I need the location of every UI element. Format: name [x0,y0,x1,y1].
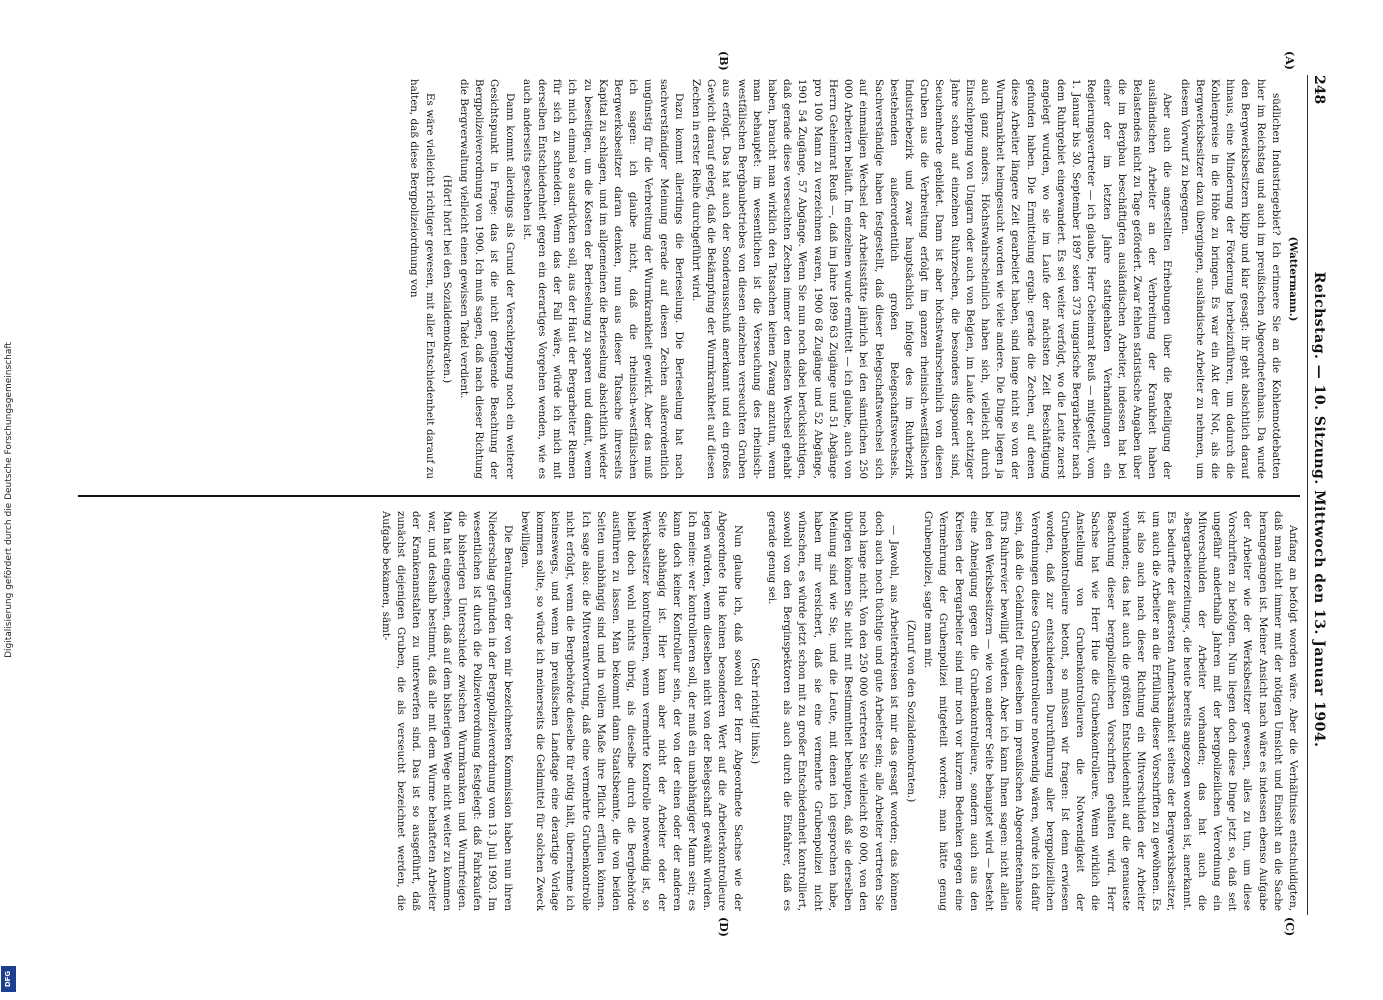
margin-marker-b: (B) [717,51,730,71]
paragraph: — Jawohl, aus Arbeiterkreisen ist mir das gesagt worden; das können doch auch noch tüchtige und gute Arbeiter sein; alle Arbeiter vertreten Sie noch lange nicht. Von den 250 000 vertreten Sie vielleicht 60 000, von den übrigen können Sie nicht mit Bestimmtheit behaupten, daß sie derselben Meinung sind wie Sie, und die Leute, mit denen ich gesprochen habe, haben mir versichert, daß sie eine vermehrte Grubenpolizei nicht wünschen, es würde jetzt schon mit zu großer Entschiedenheit kontrolliert, sowohl von den Berginspektoren als auch durch die Einfahrer, daß es gerade genug sei. [766,511,900,911]
margin-marker-c: (C) [1283,917,1296,937]
dfg-logo-text: DFG [4,970,13,988]
page-number: 248 [1311,75,1327,105]
paragraph: Die Beratungen der von mir bezeichneten Kommission haben nun ihren Niederschlag gefunden in der Bergpolizeiverordnung vom 13. Juli 1903. Im wesentlichen ist durch die Polizeiverordnung festgelegt: daß Fahrkaufen die bisherigen Unterschiede zwischen Wurmkranken und Wurmfreigen. Man hat eingesehen, daß auf dem bisherigen Wege nicht weiter zu kommen war, und deshalb bestimmt, daß alle mit dem Wurme behafteten Arbeiter der Krankenanstalten zu unterwerfen sind. Das ist so ausgeführt, daß zunächst diejenigen Gruben, die als verseucht bezeichnet werden, die Aufgabe bekamen, sämt- [380,511,514,911]
paragraph: südlichen Industriegebiet? Ich erinnere Sie an die Kohlennotdebatten hier im Reichstag und auch im preußischen Abgeordnetenhaus. Da wurde den Bergwerksbesitzern klipp und klar gesagt: ihr geht absichtlich darauf hinaus, eine Minderung der Förderung herbeizuführen, um dadurch die Kohlenpreise in die Höhe zu bringen. Es war ein Akt der Not, als die Bergwerksbesitzer dazu übergingen, ausländische Arbeiter zu nehmen, um diesem Vorwurf zu begegnen. [1178,79,1282,479]
interjection: (Hört! hört! bei den Sozialdemokraten.) [440,174,453,384]
dfg-logo [1,966,16,992]
margin-marker-a: (A) [1283,51,1296,70]
interjection: (Sehr richtig! links.) [748,657,761,765]
paragraph: Aber auch die angestellten Erhebungen über die Beteiligung der ausländischen Arbeiter an der Verbreitung der Krankheit haben Belastendes nicht zu Tage gefördert. Zwar fehlen statistische Angaben über die im Bergbau beschäftigten ausländischen Arbeiter, indessen hat bei einer der im letzten Jahre stattgehabten Verhandlungen ein Regierungsvertreter — ich glaube, Herr Geheimrat Reuß — mitgeteilt, vom 1. Januar bis 30. September 1897 seien 373 ungarische Bergarbeiter nach dem Ruhrgebiet eingewandert. Es sei weiter verfolgt, wo die Leute zuerst angelegt wurden, wo sie im Laufe der nächsten Zeit Beschäftigung gefunden haben. Die Ermittelung ergab: gerade die Zechen, auf denen diese Arbeiter längere Zeit gearbeitet haben, sind lange nicht so von der Wurmkrankheit heimgesucht worden wie viele andere. Die Dinge liegen ja auch ganz anders. Höchstwahrscheinlich haben sich, vielleicht durch Einschleppung von Ungarn oder auch von Belgien, im Laufe der achtziger Jahre schon auf einzelnen Ruhrzechen, die besonders disponiert sind, Seuchenherde gebildet. Dann ist aber höchstwahrscheinlich von diesen Gruben aus die Verbreitung erfolgt im ganzen rheinisch-westfälischen Industriebezirk und zwar hauptsächlich infolge des im Ruhrbezirk bestehenden außerordentlich großen Belegschaftswechsels. Sachverständige haben festgestellt, daß dieser Belegschaftswechsel sich auf einmaligen Wechsel der Arbeitsstätte jährlich bei den sämtlichen 250 000 Arbeitern beläuft. Im einzelnen wurde ermittelt — ich glaube, auch von Herrn Geheimrat Reuß —, daß im Jahre 1899 63 Zugänge und 51 Abgänge pro 100 Mann zu verzeichnen waren, 1900 68 Zugänge und 52 Abgänge, 1901 54 Zugänge, 57 Abgänge. Wenn Sie nun noch dabei berücksichtigen, daß gerade diese verseuchten Zechen immer den meisten Wechsel gehabt haben, braucht man wirklich den Tatsachen keinen Zwang anzutun, wenn man behauptet: im wesentlichen ist die Verseuchung des rheinisch-westfälischen Bergbaubetriebes von diesen einzelnen verseuchten Gruben aus erfolgt. Das hat auch der Sonderausschuß anerkannt und ein großes Gewicht darauf gelegt, daß die Bekämpfung der Wurmkrankheit auf diesen Zechen in erster Reihe durchgeführt wird. [690,79,1174,479]
paragraph: Anfang an befolgt worden wäre. Aber die Verhältnisse entschuldigten, daß man nicht immer mit der nötigen Umsicht und Einsicht an die Sache herangegangen ist. Meiner Ansicht nach wäre es indessen ebenso Aufgabe der Arbeiter wie der Werksbesitzer gewesen, alles zu tun, um diese Vorschriften zu befolgen. Nun liegen doch diese Dinge jetzt so, daß seit ungefähr anderthalb Jahren mit der bergpolizeilichen Verordnung ein Mitverschulden der Arbeiter vorhanden; das hat auch die »Bergarbeiterzeitung«, die heute bereits angezogen worden ist, anerkannt. Es bedurfte der äußersten Aufmerksamkeit seitens der Bergwerksbesitzer, um auch die Arbeiter an die Erfüllung dieser Vorschriften zu gewöhnen. Es ist also auch nach dieser Richtung ein Mitverschulden der Arbeiter vorhanden; das hat auch die größten Entschiedenheit auf die genaueste Beachtung dieser bergpolizeilichen Vorschriften gehalten wird. Herr Sachse hat wie Herr Hue die Grubenkontrolleure. Wenn wirklich die Anstellung von Grubenkontrolleuren die Notwendigkeit der Grubenkontrolleure betont, so müssen wir fragen: Ist denn erwiesen worden, daß zur entschiedenen Durchführung aller bergpolizeilichen Verordnungen diese Grubenkontrolleure notwendig wären, würde ich dafür sein, daß die Geldmittel für dieselben im preußischen Abgeordnetenhause fürs Ruhrrevier bewilligt würden. Aber ich kann Ihnen sagen: nicht allein bei den Werksbesitzern — wie von anderer Seite behauptet wird — besteht eine Abneigung gegen die Grubenkontrolleure, sondern auch aus den Kreisen der Bergarbeiter sind mir noch vor kurzem Bedenken gegen eine Vermehrung der Grubenpolizei mitgeteilt worden; man hätte genug Grubenpolizei, sagte man mir. [922,511,1299,911]
page-header [1307,75,1330,915]
right-column [78,511,1300,911]
column-divider [78,495,1300,497]
paragraph: Nun glaube ich, daß sowohl der Herr Abgeordnete Sachse wie der Abgeordnete Hue keinen besonderen Wert auf die Arbeiterkontrolleure legen würden, wenn dieselben nicht von der Belegschaft gewählt würden. Ich meine: wer kontrollieren soll, der muß ein unabhängiger Mann sein; es kann doch keiner Kontrolleur sein, der von der einen oder der anderen Seite abhängig ist. Hier kann aber nicht der Arbeiter oder der Werksbesitzer kontrollieren, wenn vermehrte Kontrolle notwendig ist, so bleibt doch wohl nichts übrig, als dieselbe durch die Bergbehörde ausführen zu lassen. Man bekommt dann Staatsbeamte, die von beiden Seiten unabhängig sind und in vollem Maße ihre Pflicht erfüllen können. Ich sage also: die Mitverantwortung, daß eine vermehrte Grubenkontrolle nicht erfolgt, wenn die Bergbehörde dieselbe für nötig hält, übernehme ich keineswegs, und wenn im preußischen Landtage eine derartige Vorlage kommen sollte, so würde ich meinerseits die Geldmittel für solchen Zweck bewilligen. [518,511,744,911]
margin-marker-d: (D) [717,917,730,937]
page-title: Reichstag. — 10. Sitzung. Mittwoch den 13. Januar 1904. [1311,271,1327,748]
interjection: (Zuruf von den Sozialdemokraten.) [904,619,917,803]
digitization-credit [0,0,18,1000]
paragraph: Dazu kommt allerdings die Berieselung. Die Berieselung hat nach sachverständiger Meinung gerade auf diesen Zechen außerordentlich ungünstig für die Verbreitung der Wurmkrankheit gewirkt. Aber das muß ich sagen: ich glaube nicht, daß die rheinisch-westfälischen Bergwerksbesitzer daran denken, nun aus dieser Tatsache ihrerseits Kapital zu schlagen, und im allgemeinen die Berieselung absichtlich wieder zu beseitigen, um die Kosten der Berieselung zu sparen und damit, wenn ich mich einmal so ausdrücken soll, aus der Haut der Bergarbeiter Riemen für sich zu schneiden. Wenn das der Fall wäre, würde ich mich mit derselben Entschiedenheit gegen ein derartiges Vorgehen wenden, wie es auch anderseits geschehen ist. [520,79,685,479]
left-column [78,79,1300,479]
paragraph: Es wäre vielleicht richtiger gewesen, mit aller Entschiedenheit darauf zu halten, daß diese Bergpolizeiordnung von [408,79,436,479]
rotated-page-content [70,51,1330,937]
speaker-name: (Wattermann.) [1287,236,1299,322]
scanned-page [70,51,1330,937]
digitization-credit-text: Digitalisierung gefördert durch die Deutsche Forschungsgemeinschaft [4,342,14,658]
paragraph: Dann kommt allerdings als Grund der Verschleppung noch ein weiterer Gesichtspunkt in Frage: das ist die nicht genügende Beachtung der Bergpolizeiverordnung von 1900. Ich muß sagen, daß nach dieser Richtung die Bergverwaltung vielleicht einen gewissen Tadel verdient. [458,79,516,479]
